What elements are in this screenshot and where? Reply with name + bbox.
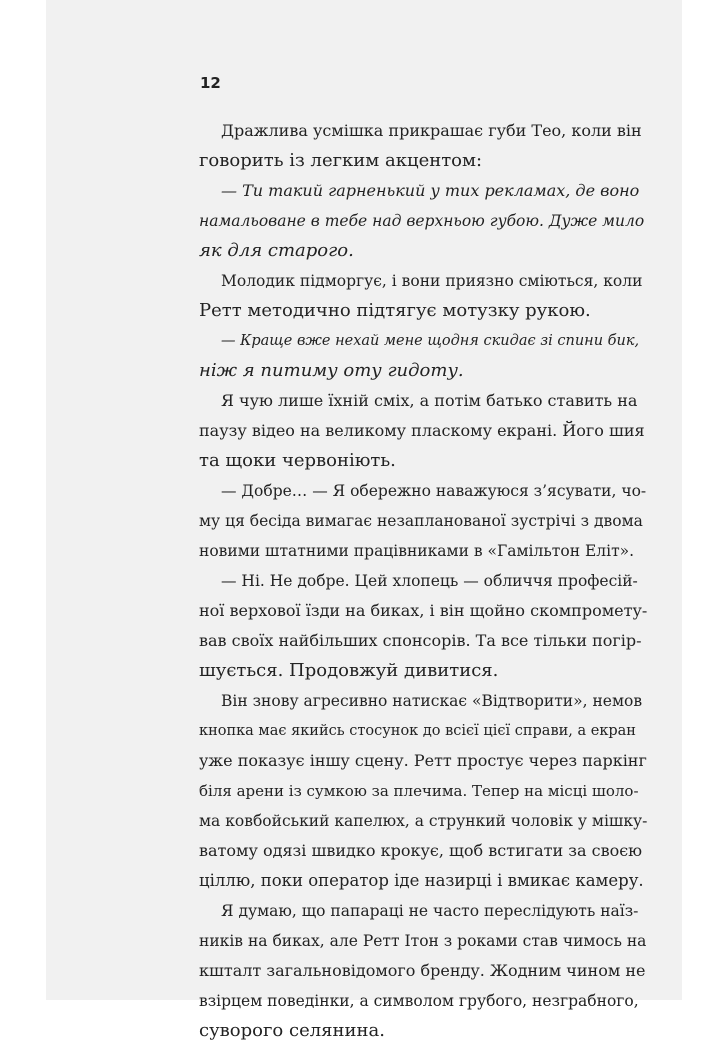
text-line: — Ні. Не добре. Цей хлопець — обличчя професій- bbox=[221, 572, 638, 590]
text-line: Він знову агресивно натискає «Відтворити», немов bbox=[221, 692, 643, 710]
text-line: як для старого. bbox=[199, 240, 354, 261]
text-line: вав своїх найбільших спонсорів. Та все тільки погір- bbox=[199, 631, 642, 650]
text-line: шується. Продовжуй дивитися. bbox=[199, 660, 499, 681]
text-line: кнопка має якийсь стосунок до всієї цієї справи, а екран bbox=[199, 723, 636, 739]
text-line: ніж я питиму оту гидоту. bbox=[199, 360, 464, 381]
text-line: намальоване в тебе над верхньою губою. Дуже мило bbox=[199, 212, 645, 230]
text-line: суворого селянина. bbox=[199, 1020, 385, 1041]
text-line: — Ти такий гарненький у тих рекламах, де воно bbox=[221, 181, 640, 200]
text-line: — Краще вже нехай мене щодня скидає зі спини бик, bbox=[221, 333, 640, 349]
text-line: новими штатними працівниками в «Гамільтон Еліт». bbox=[199, 542, 635, 560]
text-line: Я чую лише їхній сміх, а потім батько ставить на bbox=[221, 391, 638, 410]
text-line: ціллю, поки оператор іде назирці і вмикає камеру. bbox=[199, 871, 644, 890]
text-line: Я думаю, що папараці не часто переслідують наїз- bbox=[221, 902, 639, 920]
text-line: ма ковбойський капелюх, а стрункий чоловік у мішку- bbox=[199, 812, 648, 830]
text-line: паузу відео на великому пласкому екрані. Його шия bbox=[199, 421, 645, 440]
text-line: ників на биках, але Ретт Ітон з роками став чимось на bbox=[199, 932, 647, 950]
body-text bbox=[199, 116, 648, 1046]
page-number: 12 bbox=[200, 74, 221, 92]
text-line: біля арени із сумкою за плечима. Тепер на місці шоло- bbox=[199, 782, 639, 800]
text-line: говорить із легким акцентом: bbox=[199, 150, 483, 171]
text-line: та щоки червоніють. bbox=[199, 450, 396, 471]
text-line: му ця бесіда вимагає незапланованої зустрічі з двома bbox=[199, 512, 643, 530]
book-page bbox=[46, 0, 682, 1041]
text-line: уже показує іншу сцену. Ретт простує через паркінг bbox=[199, 751, 647, 770]
text-line: ної верхової їзди на биках, і він щойно скомпромету- bbox=[199, 601, 648, 620]
text-line: ватому одязі швидко крокує, щоб встигати за своєю bbox=[199, 841, 643, 860]
text-line: взірцем поведінки, а символом грубого, незграбного, bbox=[199, 992, 639, 1010]
text-line: кшталт загальновідомого бренду. Жодним чином не bbox=[199, 961, 646, 980]
text-line: — Добре… — Я обережно наважуюся з’ясувати, чо- bbox=[221, 482, 647, 500]
text-line: Молодик підморгує, і вони приязно сміються, коли bbox=[221, 272, 643, 290]
text-line: Дражлива усмішка прикрашає губи Тео, коли він bbox=[221, 121, 642, 140]
text-line: Ретт методично підтягує мотузку рукою. bbox=[199, 300, 591, 321]
